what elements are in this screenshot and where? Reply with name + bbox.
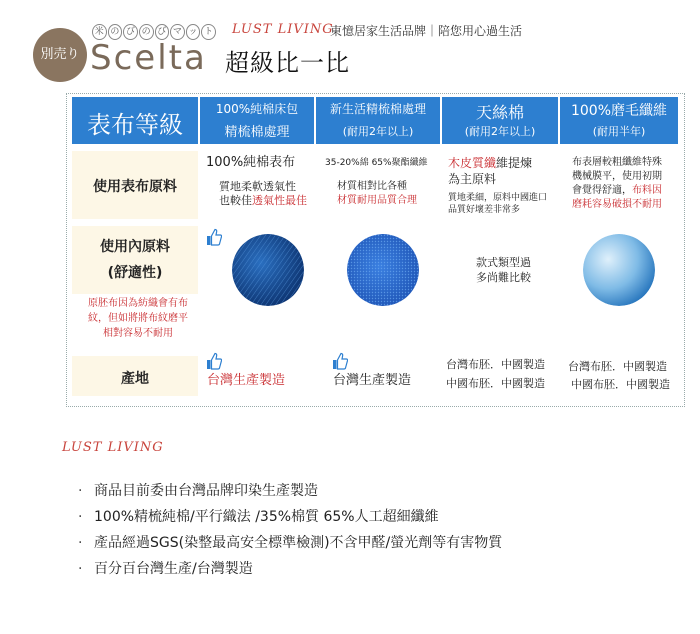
column-header-line1: 新生活精梳棉處理: [329, 102, 426, 116]
thumbs-up-icon: [206, 352, 222, 370]
material-c1-sub2: [219, 194, 307, 208]
material-c1-sub1: 質地柔軟透氣性: [219, 180, 296, 193]
page-title: 超級比一比: [225, 49, 350, 77]
material-c3-sub2: 品質好壞差非常多: [448, 205, 521, 215]
thumbs-up-icon: [332, 352, 348, 370]
list-item-text: 產品經過SGS(染整最高安全標準檢測)不含甲醛/螢光劑等有害物質: [94, 535, 503, 551]
material-c3-main-rest: 維提煉: [496, 156, 533, 170]
list-item-text: 百分百台灣生產/台灣製造: [94, 561, 253, 577]
material-c2-main: 35-20%綿 65%聚酯纖維: [325, 158, 428, 168]
jp-tag-char: の: [139, 24, 154, 40]
jp-tag-char: ッ: [186, 24, 201, 40]
column-header-line1: 100%磨毛纖維: [570, 103, 668, 119]
list-item: · 100%精梳純棉/平行織法 /35%棉質 65%人工超細纖維: [78, 509, 439, 525]
jp-tag-char: び: [155, 24, 170, 40]
material-c4-3b: 布料因: [632, 185, 662, 196]
material-c1-sub2b: 透氣性最佳: [252, 194, 307, 207]
comparison-table: [66, 93, 685, 407]
material-c3-main: [448, 156, 532, 170]
fabric-sample-brushed: [583, 234, 655, 306]
origin-c2: 台灣生產製造: [333, 373, 412, 388]
material-c2-sub2: 材質耐用品質合理: [337, 195, 417, 206]
column-header: [200, 97, 314, 144]
row-label-comfort: [72, 226, 198, 294]
origin-c1: 台灣生產製造: [207, 373, 286, 388]
column-header-line1: 天絲棉: [475, 103, 524, 122]
thumbs-up-icon: [206, 228, 222, 246]
column-header-line2: 精梳棉處理: [224, 125, 290, 140]
comfort-c3-2: 多尚難比較: [476, 271, 531, 284]
jp-tag-char: ト: [201, 24, 216, 40]
column-header-line1: 100%純棉床包: [215, 102, 299, 116]
material-c4-4: 磨耗容易破損不耐用: [572, 199, 662, 210]
list-item: · 商品目前委由台灣品牌印染生產製造: [78, 483, 318, 499]
material-c4-1: 布表層較粗纖維特殊: [572, 157, 662, 168]
row-label-text: 使用內原料: [100, 239, 170, 255]
comfort-c3-1: 款式類型過: [476, 256, 531, 269]
column-header-line2: (耐用2年以上): [464, 125, 536, 138]
brand-tagline: 東憶居家生活品牌｜陪您用心過生活: [330, 24, 523, 38]
row-label-origin: [72, 356, 198, 396]
material-c1-main: 100%純棉表布: [206, 155, 296, 170]
material-c4-3a: 會覺得舒適，: [572, 185, 632, 196]
brand-logo: LUST LIVING: [232, 22, 334, 37]
comfort-note-3: 相對容易不耐用: [103, 328, 173, 339]
row-label-text: (舒適性): [107, 265, 163, 281]
material-c3-line2: 為主原料: [448, 172, 497, 186]
column-header-line2: (耐用2年以上): [342, 125, 414, 138]
material-c4-2: 機械膜平，使用初期: [572, 171, 662, 182]
table-corner: [72, 97, 198, 144]
row-label-text: 使用表布原料: [93, 179, 177, 195]
list-item: · 產品經過SGS(染整最高安全標準檢測)不含甲醛/螢光劑等有害物質: [78, 535, 503, 551]
row-label-text: 產地: [121, 371, 149, 387]
material-c3-sub1: 質地柔細，原料中國進口: [448, 193, 548, 203]
badge: 別売り: [33, 28, 87, 82]
origin-c3-2: 中國布胚．中國製造: [446, 377, 545, 390]
jp-tag-char: 米: [92, 24, 107, 40]
jp-tag-char: び: [123, 24, 138, 40]
row-label-material: [72, 151, 198, 219]
comfort-note-2: 紋，但如將將布紋磨平: [88, 313, 188, 324]
material-c4-3: [572, 184, 662, 198]
material-c3-main-red: 木皮質纖: [448, 156, 497, 170]
list-item: · 百分百台灣生產/台灣製造: [78, 561, 253, 577]
logo: Scelta: [90, 38, 207, 78]
material-c2-sub1: 材質相對比各種: [337, 181, 407, 192]
column-header: [560, 97, 678, 144]
jp-tag-char: の: [108, 24, 123, 40]
comfort-note-1: 原胚布因為紡織會有布: [88, 298, 188, 309]
list-item-text: 100%精梳純棉/平行織法 /35%棉質 65%人工超細纖維: [94, 509, 439, 525]
feature-list: [78, 478, 502, 582]
origin-c4-2: 中國布胚．中國製造: [571, 378, 670, 391]
origin-c4-1: 台灣布胚．中國製造: [568, 360, 667, 373]
table-corner-label: 表布等級: [87, 111, 183, 139]
column-header: [316, 97, 440, 144]
fabric-sample-polycotton: [347, 234, 419, 306]
material-c1-sub2a: 也較佳: [219, 194, 252, 207]
origin-c3-1: 台灣布胚．中國製造: [446, 358, 545, 371]
column-header-line2: (耐用半年): [592, 125, 646, 138]
column-header: [442, 97, 558, 144]
fabric-sample-cotton: [232, 234, 304, 306]
jp-tag-char: マ: [170, 24, 185, 40]
list-item-text: 商品目前委由台灣品牌印染生產製造: [94, 483, 318, 499]
brand-logo-footer: LUST LIVING: [62, 440, 164, 455]
